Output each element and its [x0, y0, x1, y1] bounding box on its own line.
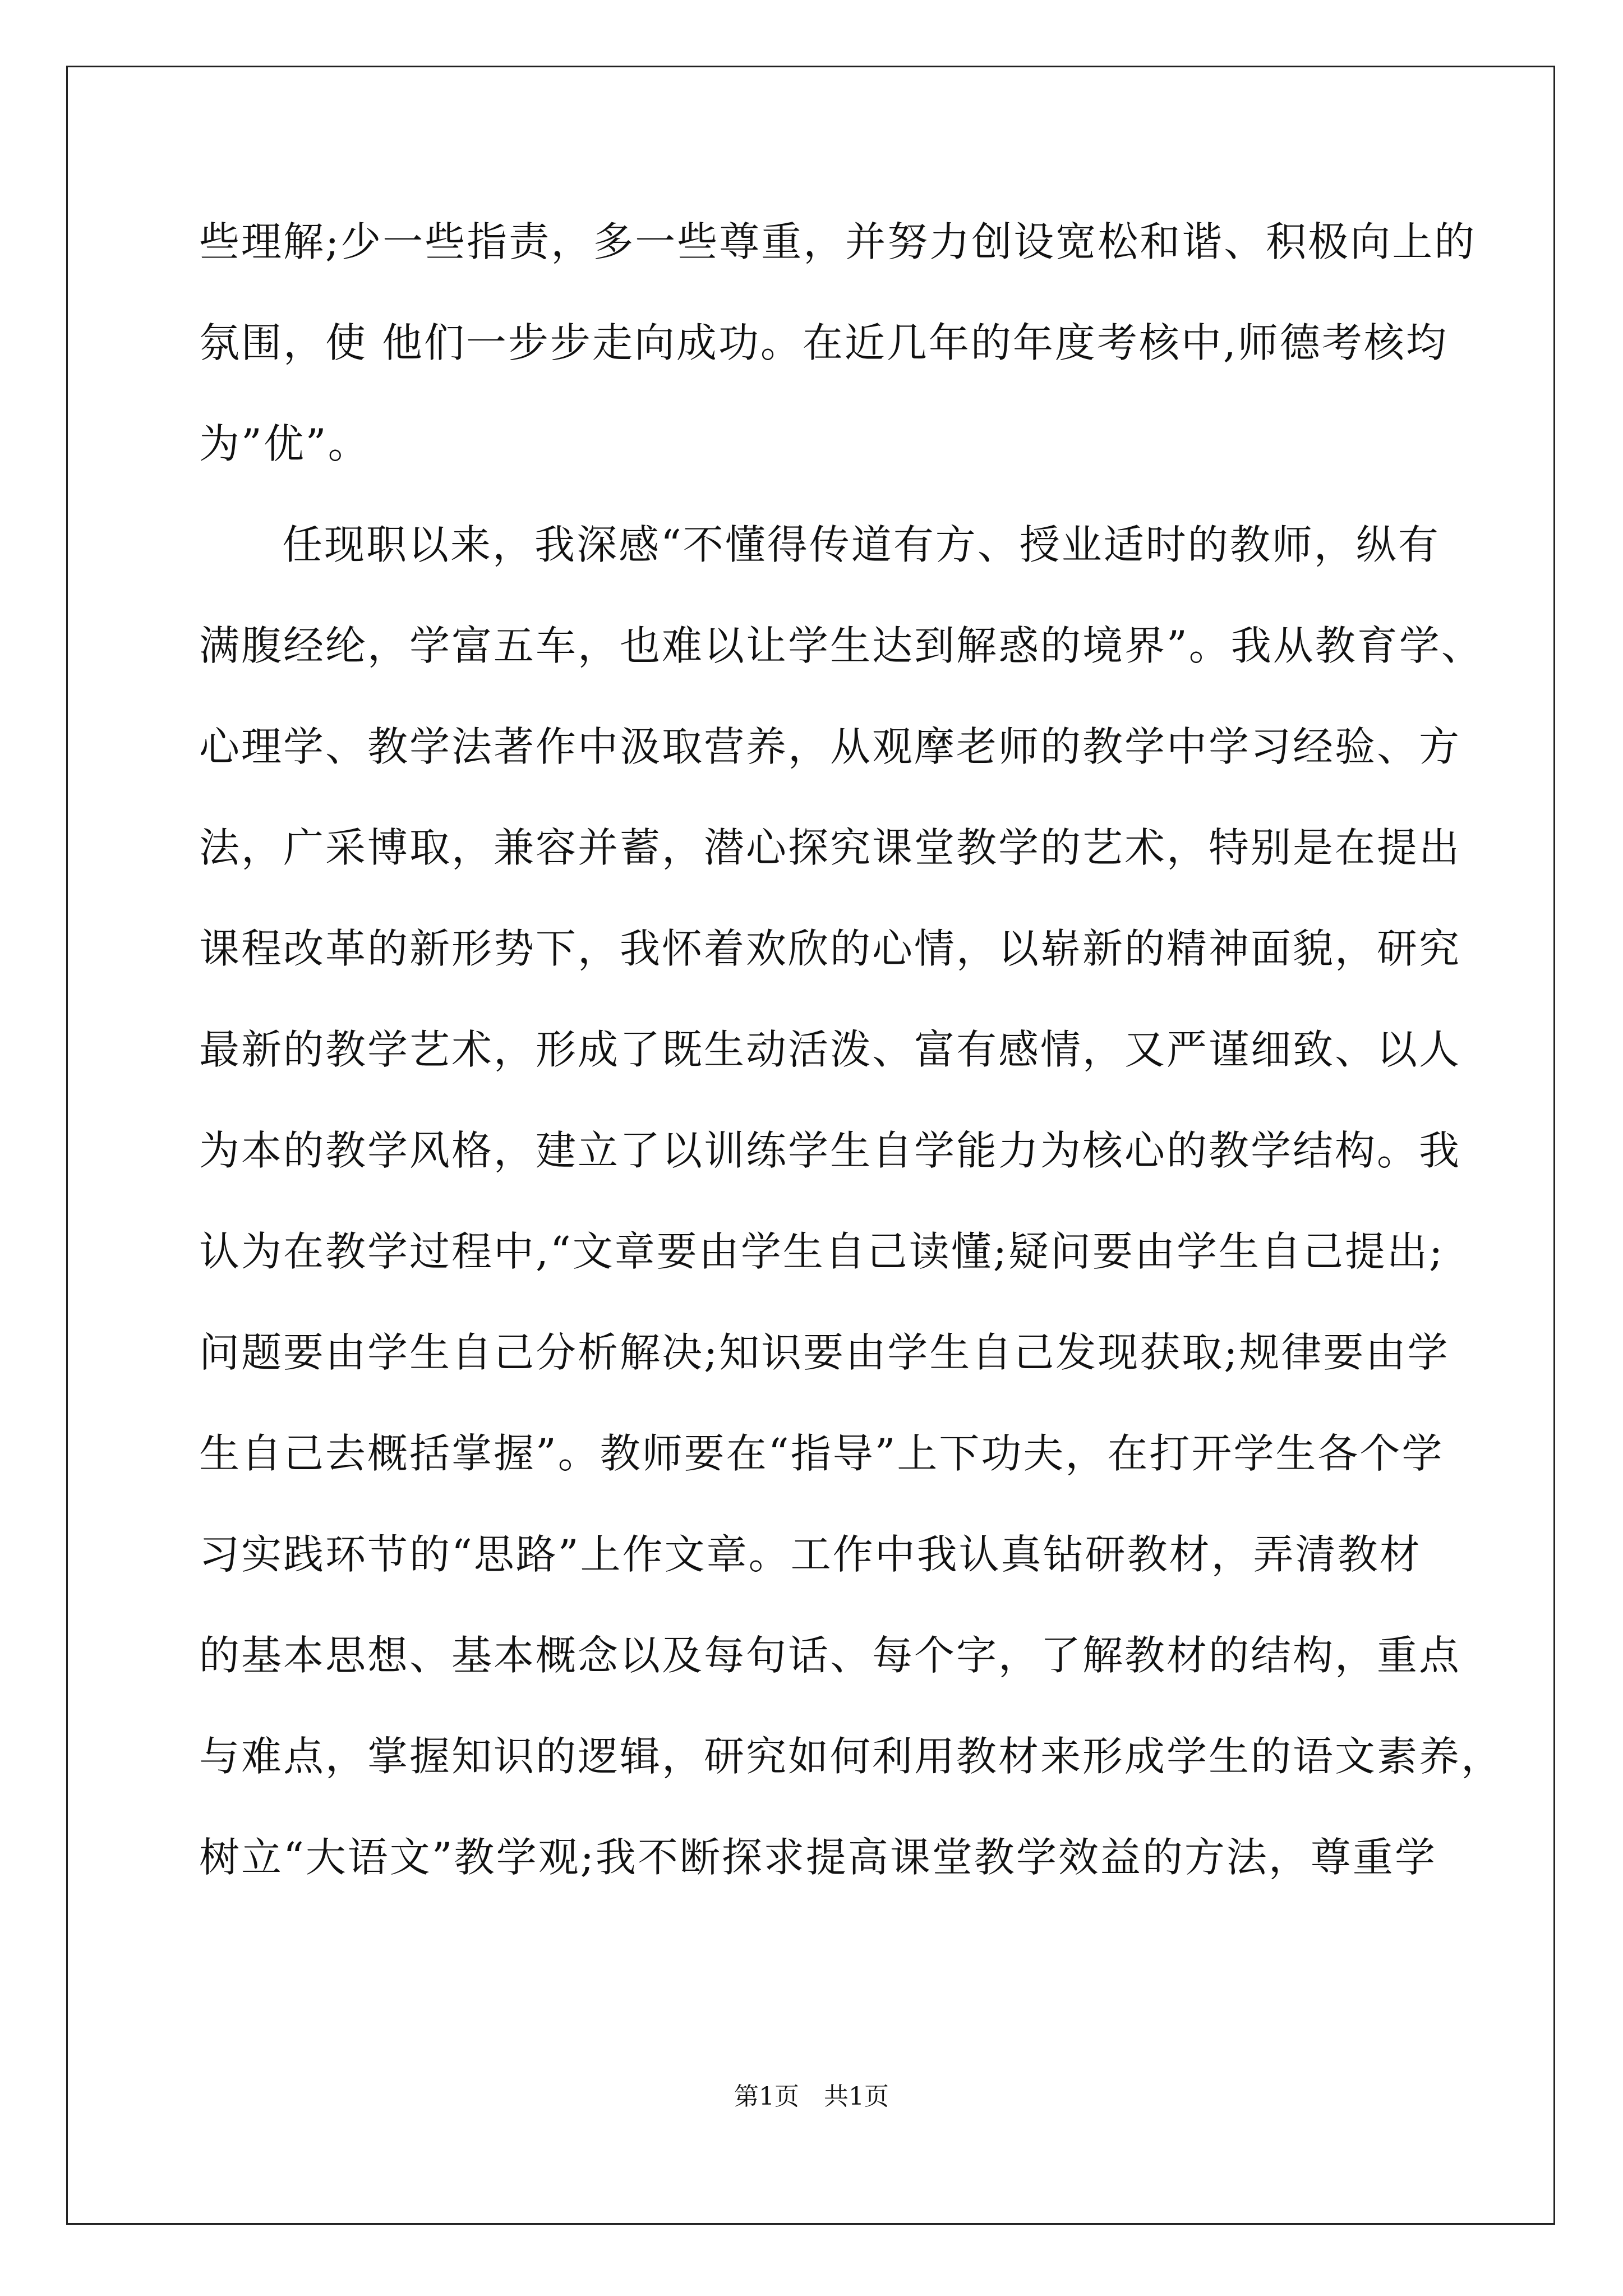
- page-number: 第1页: [734, 2082, 799, 2111]
- text-line: 心理学、教学法著作中汲取营养，从观摩老师的教学中学习经验、方: [199, 723, 1461, 770]
- text-line: 课程改革的新形势下，我怀着欢欣的心情，以崭新的精神面貌，研究: [199, 925, 1461, 972]
- text-line: 法，广采博取，兼容并蓄，潜心探究课堂教学的艺术，特别是在提出: [199, 824, 1461, 871]
- text-line: 的基本思想、基本概念以及每句话、每个字，了解教材的结构，重点: [199, 1632, 1461, 1679]
- text-line: 些理解;少一些指责，多一些尊重，并努力创设宽松和谐、积极向上的: [199, 218, 1477, 265]
- text-line: 生自己去概括掌握”。教师要在“指导”上下功夫，在打开学生各个学: [199, 1430, 1444, 1477]
- text-line: 与难点，掌握知识的逻辑，研究如何利用教材来形成学生的语文素养，: [199, 1733, 1504, 1780]
- text-line: 习实践环节的“思路”上作文章。工作中我认真钻研教材，弄清教材: [199, 1531, 1422, 1578]
- text-line: 认为在教学过程中,“文章要由学生自己读懂;疑问要由学生自己提出;: [199, 1228, 1445, 1275]
- page-total: 共1页: [824, 2082, 889, 2111]
- text-line: 为本的教学风格，建立了以训练学生自学能力为核心的教学结构。我: [199, 1127, 1461, 1174]
- document-body: [199, 218, 1504, 1938]
- paragraph-first-line: 任现职以来，我深感“不懂得传道有方、授业适时的教师，纵有: [282, 521, 1440, 568]
- text-line: 为”优”。: [199, 420, 370, 467]
- text-line: 问题要由学生自己分析解决;知识要由学生自己发现获取;规律要由学: [199, 1329, 1450, 1376]
- text-line: 最新的教学艺术，形成了既生动活泼、富有感情，又严谨细致、以人: [199, 1026, 1461, 1073]
- text-line: 满腹经纶，学富五车，也难以让学生达到解惑的境界”。我从教育学、: [199, 622, 1483, 669]
- text-line: 树立“大语文”教学观;我不断探求提高课堂教学效益的方法，尊重学: [199, 1834, 1437, 1881]
- page-footer: [0, 2082, 1623, 2111]
- text-line: 氛围，使 他们一步步走向成功。在近几年的年度考核中,师德考核均: [199, 319, 1448, 366]
